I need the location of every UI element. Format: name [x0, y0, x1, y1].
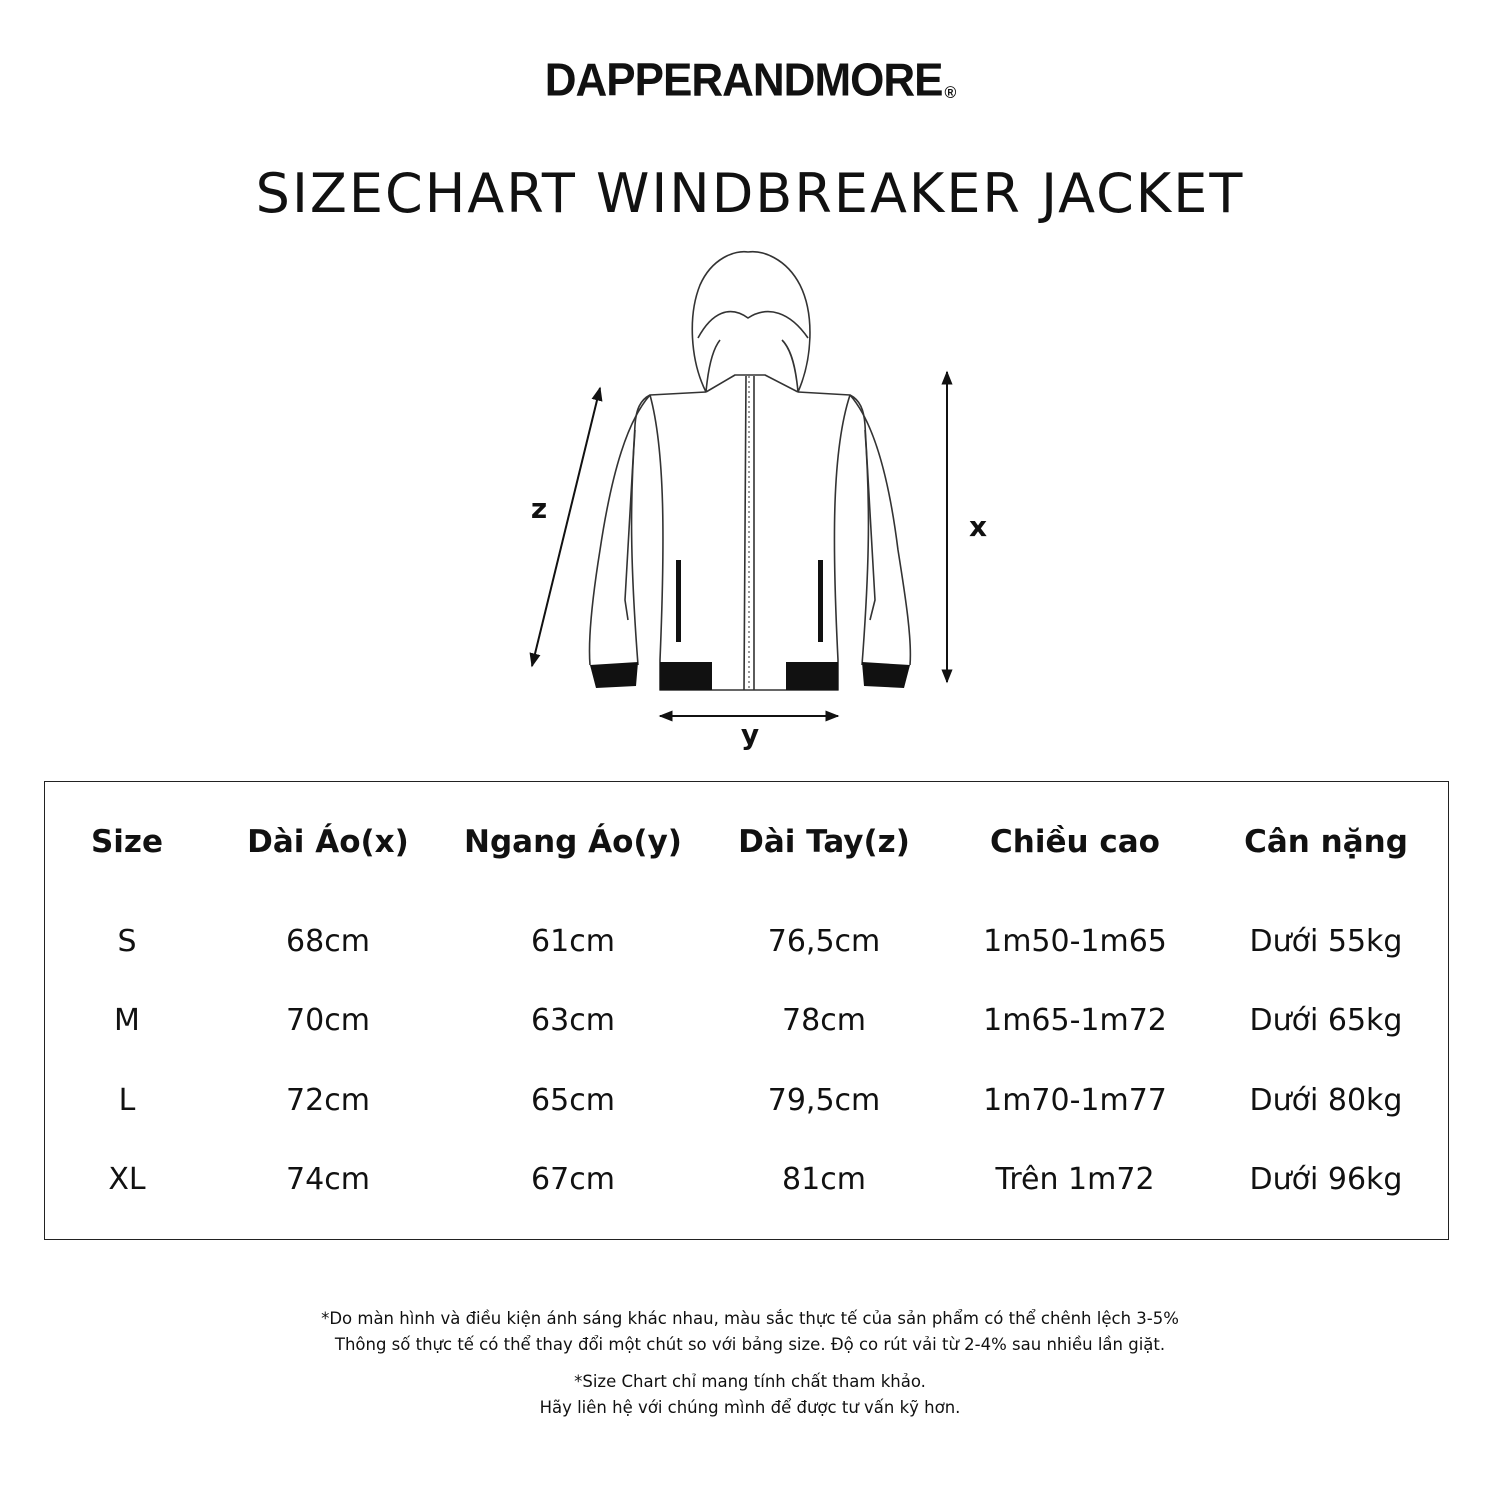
- brand-name: DAPPERANDMORE: [544, 54, 943, 107]
- header-height: Chiều cao: [990, 824, 1160, 860]
- cell-size: M: [114, 1003, 140, 1038]
- table-header-row: [45, 824, 1448, 874]
- header-width: Ngang Áo(y): [464, 824, 682, 860]
- cell-length: 74cm: [286, 1162, 370, 1197]
- note-line: Thông số thực tế có thể thay đổi một chút so với bảng size. Độ co rút vải từ 2-4% sau nhiều lần giặt.: [334, 1335, 1166, 1354]
- header-length: Dài Áo(x): [247, 824, 409, 860]
- cell-weight: Dưới 80kg: [1249, 1083, 1403, 1118]
- table-row: [45, 924, 1448, 974]
- cell-sleeve: 78cm: [782, 1003, 866, 1038]
- cell-size: XL: [108, 1162, 146, 1197]
- cell-length: 70cm: [286, 1003, 370, 1038]
- cell-width: 65cm: [531, 1083, 615, 1118]
- cell-height: 1m65-1m72: [983, 1003, 1167, 1038]
- disclaimer-block-1: [0, 1306, 1500, 1358]
- cell-sleeve: 79,5cm: [767, 1083, 881, 1118]
- cell-height: 1m70-1m77: [983, 1083, 1167, 1118]
- note-line: *Size Chart chỉ mang tính chất tham khảo.: [574, 1372, 926, 1391]
- jacket-fills: [590, 560, 910, 690]
- registered-mark: ®: [944, 84, 956, 102]
- label-z: z: [530, 492, 548, 525]
- cell-width: 67cm: [531, 1162, 615, 1197]
- cell-length: 68cm: [286, 924, 370, 959]
- cell-height: 1m50-1m65: [983, 924, 1167, 959]
- cell-length: 72cm: [286, 1083, 370, 1118]
- cell-weight: Dưới 55kg: [1249, 924, 1403, 959]
- cell-width: 63cm: [531, 1003, 615, 1038]
- disclaimer-block-2: [0, 1369, 1500, 1421]
- header-sleeve: Dài Tay(z): [738, 824, 910, 860]
- size-table: [44, 781, 1449, 1240]
- arrow-z: [532, 388, 600, 666]
- cell-height: Trên 1m72: [995, 1162, 1155, 1197]
- cell-weight: Dưới 65kg: [1249, 1003, 1403, 1038]
- cell-sleeve: 81cm: [782, 1162, 866, 1197]
- header-size: Size: [90, 824, 164, 860]
- page-title: SIZECHART WINDBREAKER JACKET: [255, 162, 1245, 225]
- cell-weight: Dưới 96kg: [1249, 1162, 1403, 1197]
- jacket-outline: [589, 252, 910, 690]
- header-weight: Cân nặng: [1244, 824, 1408, 860]
- cell-size: L: [118, 1083, 136, 1118]
- cell-sleeve: 76,5cm: [767, 924, 881, 959]
- note-line: *Do màn hình và điều kiện ánh sáng khác nhau, màu sắc thực tế của sản phẩm có thể chênh lệch 3-5%: [321, 1309, 1179, 1328]
- label-y: y: [740, 718, 760, 751]
- table-row: [45, 1003, 1448, 1053]
- note-line: Hãy liên hệ với chúng mình để được tư vấn kỹ hơn.: [539, 1398, 961, 1417]
- table-row: [45, 1083, 1448, 1133]
- cell-width: 61cm: [531, 924, 615, 959]
- jacket-diagram: [500, 245, 1000, 765]
- brand-logo: [0, 55, 1500, 108]
- table-row: [45, 1162, 1448, 1212]
- label-x: x: [968, 510, 988, 543]
- cell-size: S: [117, 924, 137, 959]
